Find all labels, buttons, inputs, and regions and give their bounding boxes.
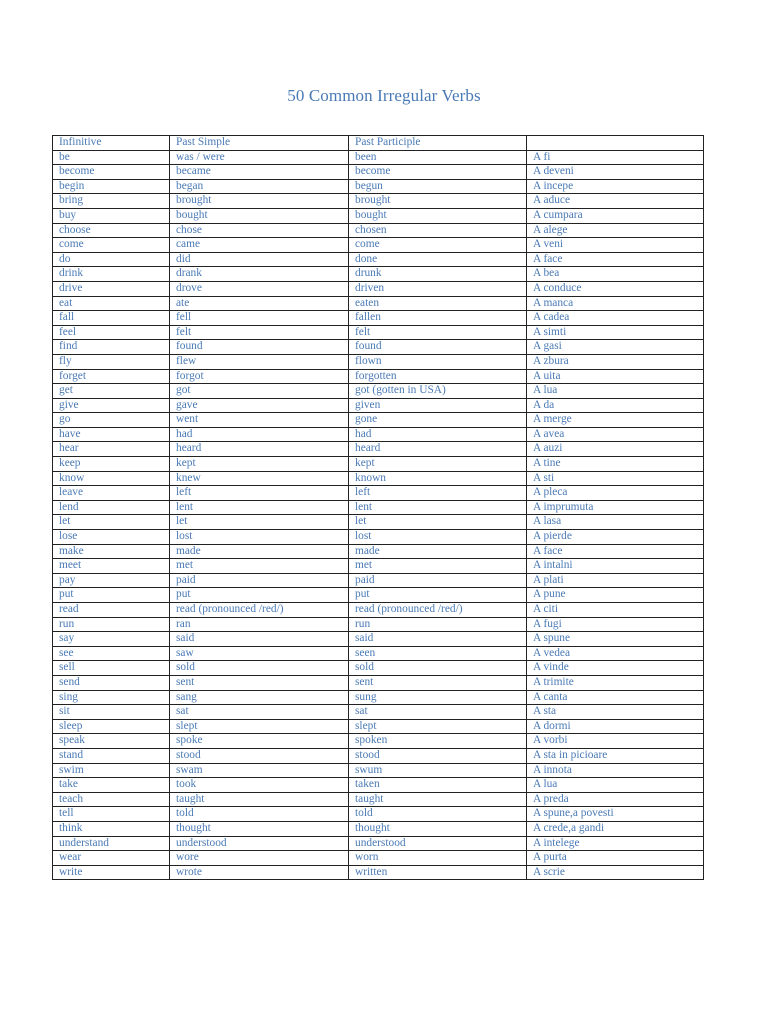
- cell-translation: A cumpara: [527, 208, 704, 223]
- cell-infinitive: run: [53, 617, 170, 632]
- cell-past-participle: understood: [349, 836, 527, 851]
- cell-translation: A trimite: [527, 675, 704, 690]
- table-row: [53, 661, 704, 676]
- cell-past-simple: wrote: [170, 865, 349, 880]
- cell-translation: A vorbi: [527, 734, 704, 749]
- cell-past-participle: felt: [349, 325, 527, 340]
- cell-translation: A citi: [527, 603, 704, 618]
- cell-past-participle: swum: [349, 763, 527, 778]
- cell-past-participle: been: [349, 150, 527, 165]
- cell-past-simple: heard: [170, 442, 349, 457]
- cell-infinitive: say: [53, 632, 170, 647]
- table-row: [53, 252, 704, 267]
- table-row: [53, 865, 704, 880]
- cell-past-participle: lost: [349, 530, 527, 545]
- cell-translation: A sta: [527, 705, 704, 720]
- cell-translation: A uita: [527, 369, 704, 384]
- table-row: [53, 150, 704, 165]
- cell-translation: A face: [527, 544, 704, 559]
- cell-infinitive: put: [53, 588, 170, 603]
- cell-translation: A zbura: [527, 354, 704, 369]
- table-row: [53, 369, 704, 384]
- cell-infinitive: find: [53, 340, 170, 355]
- table-row: [53, 281, 704, 296]
- cell-past-participle: brought: [349, 194, 527, 209]
- table-row: [53, 354, 704, 369]
- cell-past-simple: brought: [170, 194, 349, 209]
- cell-past-simple: felt: [170, 325, 349, 340]
- cell-past-participle: forgotten: [349, 369, 527, 384]
- cell-infinitive: drink: [53, 267, 170, 282]
- cell-infinitive: leave: [53, 486, 170, 501]
- cell-past-simple: flew: [170, 354, 349, 369]
- cell-translation: A lua: [527, 384, 704, 399]
- cell-infinitive: fly: [53, 354, 170, 369]
- cell-past-participle: stood: [349, 748, 527, 763]
- cell-past-simple: sold: [170, 661, 349, 676]
- table-row: [53, 646, 704, 661]
- cell-past-simple: lost: [170, 530, 349, 545]
- cell-past-participle: found: [349, 340, 527, 355]
- cell-past-participle: slept: [349, 719, 527, 734]
- table-row: [53, 165, 704, 180]
- cell-translation: A lua: [527, 778, 704, 793]
- cell-past-simple: had: [170, 427, 349, 442]
- cell-past-participle: begun: [349, 179, 527, 194]
- cell-translation: A dormi: [527, 719, 704, 734]
- cell-past-simple: sat: [170, 705, 349, 720]
- cell-translation: A spune,a povesti: [527, 807, 704, 822]
- cell-translation: A avea: [527, 427, 704, 442]
- cell-past-participle: thought: [349, 821, 527, 836]
- cell-past-participle: heard: [349, 442, 527, 457]
- cell-past-participle: flown: [349, 354, 527, 369]
- cell-past-simple: got: [170, 384, 349, 399]
- cell-past-simple: gave: [170, 398, 349, 413]
- table-row: [53, 500, 704, 515]
- cell-past-simple: paid: [170, 573, 349, 588]
- table-row: [53, 748, 704, 763]
- cell-past-participle: got (gotten in USA): [349, 384, 527, 399]
- cell-infinitive: come: [53, 238, 170, 253]
- cell-past-participle: driven: [349, 281, 527, 296]
- cell-past-participle: put: [349, 588, 527, 603]
- cell-infinitive: lose: [53, 530, 170, 545]
- cell-infinitive: drive: [53, 281, 170, 296]
- table-row: [53, 267, 704, 282]
- cell-infinitive: do: [53, 252, 170, 267]
- cell-past-simple: said: [170, 632, 349, 647]
- cell-past-participle: written: [349, 865, 527, 880]
- cell-translation: A merge: [527, 413, 704, 428]
- cell-past-simple: went: [170, 413, 349, 428]
- table-row: [53, 515, 704, 530]
- cell-past-participle: eaten: [349, 296, 527, 311]
- cell-past-simple: ran: [170, 617, 349, 632]
- cell-translation: A auzi: [527, 442, 704, 457]
- cell-past-participle: seen: [349, 646, 527, 661]
- cell-past-participle: chosen: [349, 223, 527, 238]
- cell-past-participle: done: [349, 252, 527, 267]
- cell-translation: A gasi: [527, 340, 704, 355]
- cell-infinitive: know: [53, 471, 170, 486]
- cell-translation: A vinde: [527, 661, 704, 676]
- cell-past-participle: come: [349, 238, 527, 253]
- cell-translation: A preda: [527, 792, 704, 807]
- cell-infinitive: become: [53, 165, 170, 180]
- cell-infinitive: send: [53, 675, 170, 690]
- cell-infinitive: tell: [53, 807, 170, 822]
- cell-past-participle: kept: [349, 457, 527, 472]
- cell-past-simple: bought: [170, 208, 349, 223]
- cell-translation: A tine: [527, 457, 704, 472]
- table-row: [53, 617, 704, 632]
- cell-infinitive: sit: [53, 705, 170, 720]
- cell-past-simple: made: [170, 544, 349, 559]
- cell-past-simple: let: [170, 515, 349, 530]
- table-row: [53, 544, 704, 559]
- cell-past-participle: taught: [349, 792, 527, 807]
- table-header-row: [53, 136, 704, 151]
- cell-past-participle: given: [349, 398, 527, 413]
- table-row: [53, 296, 704, 311]
- cell-translation: A plati: [527, 573, 704, 588]
- cell-infinitive: fall: [53, 311, 170, 326]
- cell-translation: A face: [527, 252, 704, 267]
- cell-past-simple: stood: [170, 748, 349, 763]
- table-row: [53, 603, 704, 618]
- table-row: [53, 690, 704, 705]
- table-row: [53, 457, 704, 472]
- cell-translation: A incepe: [527, 179, 704, 194]
- table-row: [53, 573, 704, 588]
- cell-infinitive: go: [53, 413, 170, 428]
- cell-infinitive: speak: [53, 734, 170, 749]
- cell-past-simple: fell: [170, 311, 349, 326]
- table-row: [53, 413, 704, 428]
- cell-past-simple: wore: [170, 851, 349, 866]
- cell-translation: A pleca: [527, 486, 704, 501]
- cell-translation: A pune: [527, 588, 704, 603]
- cell-infinitive: choose: [53, 223, 170, 238]
- cell-translation: A simti: [527, 325, 704, 340]
- cell-past-simple: kept: [170, 457, 349, 472]
- document-title: 50 Common Irregular Verbs: [287, 86, 481, 105]
- cell-translation: A veni: [527, 238, 704, 253]
- cell-past-simple: began: [170, 179, 349, 194]
- table-row: [53, 588, 704, 603]
- cell-past-participle: lent: [349, 500, 527, 515]
- cell-infinitive: bring: [53, 194, 170, 209]
- cell-past-participle: spoken: [349, 734, 527, 749]
- cell-past-participle: had: [349, 427, 527, 442]
- cell-translation: A sta in picioare: [527, 748, 704, 763]
- cell-translation: A pierde: [527, 530, 704, 545]
- cell-past-simple: was / were: [170, 150, 349, 165]
- cell-past-participle: run: [349, 617, 527, 632]
- cell-past-simple: drove: [170, 281, 349, 296]
- table-row: [53, 384, 704, 399]
- cell-past-simple: saw: [170, 646, 349, 661]
- cell-past-participle: told: [349, 807, 527, 822]
- cell-translation: A aduce: [527, 194, 704, 209]
- cell-translation: A sti: [527, 471, 704, 486]
- cell-translation: A da: [527, 398, 704, 413]
- cell-infinitive: lend: [53, 500, 170, 515]
- cell-past-participle: sat: [349, 705, 527, 720]
- cell-infinitive: hear: [53, 442, 170, 457]
- header-past-simple: Past Simple: [170, 136, 349, 151]
- table-row: [53, 763, 704, 778]
- cell-infinitive: swim: [53, 763, 170, 778]
- cell-past-simple: met: [170, 559, 349, 574]
- cell-past-participle: paid: [349, 573, 527, 588]
- cell-infinitive: take: [53, 778, 170, 793]
- cell-past-participle: sung: [349, 690, 527, 705]
- cell-translation: A fugi: [527, 617, 704, 632]
- cell-past-simple: became: [170, 165, 349, 180]
- table-row: [53, 821, 704, 836]
- table-row: [53, 719, 704, 734]
- irregular-verbs-table: [52, 135, 704, 880]
- table-row: [53, 559, 704, 574]
- cell-infinitive: sell: [53, 661, 170, 676]
- cell-past-participle: gone: [349, 413, 527, 428]
- cell-translation: A vedea: [527, 646, 704, 661]
- header-infinitive: Infinitive: [53, 136, 170, 151]
- table-row: [53, 792, 704, 807]
- table-row: [53, 223, 704, 238]
- table-row: [53, 530, 704, 545]
- table-row: [53, 398, 704, 413]
- cell-infinitive: give: [53, 398, 170, 413]
- cell-infinitive: have: [53, 427, 170, 442]
- cell-translation: A cadea: [527, 311, 704, 326]
- cell-past-simple: thought: [170, 821, 349, 836]
- cell-past-simple: forgot: [170, 369, 349, 384]
- cell-infinitive: feel: [53, 325, 170, 340]
- cell-translation: A scrie: [527, 865, 704, 880]
- cell-translation: A bea: [527, 267, 704, 282]
- table-row: [53, 675, 704, 690]
- cell-infinitive: read: [53, 603, 170, 618]
- cell-infinitive: forget: [53, 369, 170, 384]
- cell-infinitive: eat: [53, 296, 170, 311]
- cell-infinitive: sing: [53, 690, 170, 705]
- cell-infinitive: teach: [53, 792, 170, 807]
- table-row: [53, 325, 704, 340]
- cell-infinitive: keep: [53, 457, 170, 472]
- cell-past-participle: become: [349, 165, 527, 180]
- cell-past-participle: sold: [349, 661, 527, 676]
- cell-past-participle: known: [349, 471, 527, 486]
- cell-past-simple: ate: [170, 296, 349, 311]
- cell-past-participle: bought: [349, 208, 527, 223]
- cell-past-participle: sent: [349, 675, 527, 690]
- cell-infinitive: write: [53, 865, 170, 880]
- cell-infinitive: be: [53, 150, 170, 165]
- table-row: [53, 778, 704, 793]
- cell-translation: A spune: [527, 632, 704, 647]
- cell-past-simple: slept: [170, 719, 349, 734]
- cell-past-simple: put: [170, 588, 349, 603]
- table-row: [53, 705, 704, 720]
- cell-translation: A crede,a gandi: [527, 821, 704, 836]
- cell-past-participle: let: [349, 515, 527, 530]
- cell-translation: A manca: [527, 296, 704, 311]
- cell-translation: A canta: [527, 690, 704, 705]
- cell-translation: A intelege: [527, 836, 704, 851]
- cell-infinitive: wear: [53, 851, 170, 866]
- cell-past-simple: spoke: [170, 734, 349, 749]
- cell-past-simple: drank: [170, 267, 349, 282]
- cell-past-simple: found: [170, 340, 349, 355]
- cell-past-simple: taught: [170, 792, 349, 807]
- table-row: [53, 442, 704, 457]
- table-body: [53, 136, 704, 880]
- cell-infinitive: see: [53, 646, 170, 661]
- table-row: [53, 194, 704, 209]
- cell-infinitive: let: [53, 515, 170, 530]
- cell-past-participle: met: [349, 559, 527, 574]
- cell-past-participle: left: [349, 486, 527, 501]
- cell-past-simple: lent: [170, 500, 349, 515]
- cell-past-simple: told: [170, 807, 349, 822]
- header-past-participle: Past Participle: [349, 136, 527, 151]
- cell-past-simple: understood: [170, 836, 349, 851]
- cell-translation: A intalni: [527, 559, 704, 574]
- table-row: [53, 851, 704, 866]
- cell-past-simple: sang: [170, 690, 349, 705]
- cell-past-participle: said: [349, 632, 527, 647]
- cell-past-simple: left: [170, 486, 349, 501]
- header-translation: [527, 136, 704, 151]
- table-row: [53, 427, 704, 442]
- table-row: [53, 807, 704, 822]
- cell-past-simple: did: [170, 252, 349, 267]
- cell-infinitive: understand: [53, 836, 170, 851]
- cell-infinitive: pay: [53, 573, 170, 588]
- cell-past-simple: knew: [170, 471, 349, 486]
- table-row: [53, 632, 704, 647]
- cell-infinitive: get: [53, 384, 170, 399]
- cell-past-simple: chose: [170, 223, 349, 238]
- cell-past-simple: came: [170, 238, 349, 253]
- cell-past-simple: read (pronounced /red/): [170, 603, 349, 618]
- table-row: [53, 340, 704, 355]
- table-row: [53, 179, 704, 194]
- cell-infinitive: stand: [53, 748, 170, 763]
- cell-past-participle: taken: [349, 778, 527, 793]
- cell-translation: A alege: [527, 223, 704, 238]
- cell-past-simple: swam: [170, 763, 349, 778]
- cell-infinitive: sleep: [53, 719, 170, 734]
- cell-translation: A conduce: [527, 281, 704, 296]
- cell-past-participle: drunk: [349, 267, 527, 282]
- cell-translation: A imprumuta: [527, 500, 704, 515]
- table-row: [53, 311, 704, 326]
- cell-past-simple: sent: [170, 675, 349, 690]
- cell-translation: A deveni: [527, 165, 704, 180]
- cell-infinitive: begin: [53, 179, 170, 194]
- table-row: [53, 238, 704, 253]
- cell-translation: A fi: [527, 150, 704, 165]
- cell-infinitive: think: [53, 821, 170, 836]
- cell-past-participle: read (pronounced /red/): [349, 603, 527, 618]
- cell-translation: A innota: [527, 763, 704, 778]
- table-row: [53, 486, 704, 501]
- table-row: [53, 471, 704, 486]
- cell-past-participle: worn: [349, 851, 527, 866]
- cell-infinitive: buy: [53, 208, 170, 223]
- cell-infinitive: make: [53, 544, 170, 559]
- cell-past-participle: made: [349, 544, 527, 559]
- cell-past-participle: fallen: [349, 311, 527, 326]
- table-row: [53, 836, 704, 851]
- cell-translation: A purta: [527, 851, 704, 866]
- table-row: [53, 208, 704, 223]
- cell-infinitive: meet: [53, 559, 170, 574]
- cell-translation: A lasa: [527, 515, 704, 530]
- table-row: [53, 734, 704, 749]
- cell-past-simple: took: [170, 778, 349, 793]
